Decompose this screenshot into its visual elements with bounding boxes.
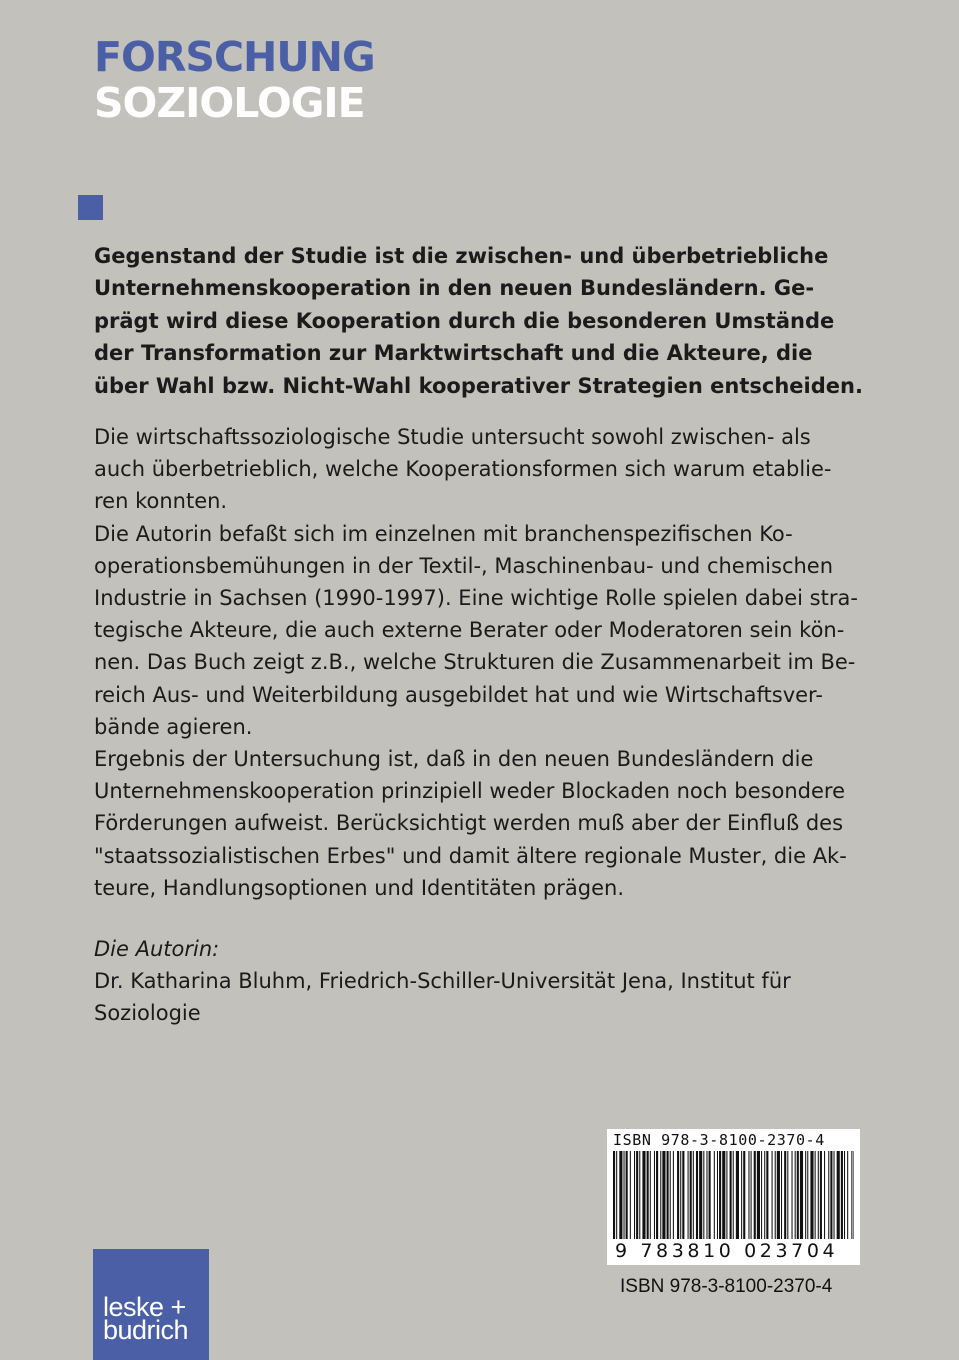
barcode-bar xyxy=(743,1151,745,1239)
barcode-bar xyxy=(647,1151,649,1239)
publisher-logo-line1: leske + xyxy=(103,1292,186,1322)
barcode-bar xyxy=(682,1151,684,1239)
barcode-bar xyxy=(805,1151,806,1239)
barcode-bar xyxy=(824,1151,825,1239)
barcode-bar xyxy=(667,1151,669,1239)
barcode-bar xyxy=(844,1151,845,1239)
barcode-bar xyxy=(630,1151,631,1239)
barcode-bar xyxy=(797,1151,799,1239)
barcode-bar xyxy=(733,1151,734,1239)
barcode-bar xyxy=(751,1151,752,1239)
barcode-bar xyxy=(748,1151,749,1239)
series-title xyxy=(94,34,375,126)
barcode-bar xyxy=(642,1151,645,1239)
barcode-bar xyxy=(613,1151,615,1239)
barcode-bar xyxy=(766,1151,768,1239)
barcode-bar xyxy=(754,1151,756,1239)
barcode-bar xyxy=(830,1151,832,1239)
barcode-bar xyxy=(680,1151,681,1239)
barcode-digits: 9 783810 023704 xyxy=(615,1240,839,1262)
isbn-text: ISBN 978-3-8100-2370-4 xyxy=(620,1276,833,1297)
barcode-bar xyxy=(837,1151,840,1239)
publisher-logo-line2: budrich xyxy=(103,1315,189,1345)
barcode-bar xyxy=(741,1151,742,1239)
barcode-bar xyxy=(761,1151,762,1239)
barcode-bar xyxy=(717,1151,718,1239)
decorative-square-icon xyxy=(78,195,103,220)
barcode-bar xyxy=(820,1151,822,1239)
barcode-bar xyxy=(730,1151,732,1239)
barcode-bar xyxy=(624,1151,625,1239)
barcode-bar xyxy=(619,1151,622,1239)
barcode-bar xyxy=(792,1151,793,1239)
barcode-bar xyxy=(736,1151,739,1239)
barcode-bar xyxy=(636,1151,638,1239)
barcode-bar xyxy=(722,1151,725,1239)
barcode-bar xyxy=(660,1151,661,1239)
series-title-forschung: FORSCHUNG xyxy=(94,33,375,81)
barcode-bar xyxy=(634,1151,635,1239)
barcode-bar xyxy=(709,1151,711,1239)
barcode-bar xyxy=(784,1151,786,1239)
body-paragraph: Die Autorin befaßt sich im einzelnen mit branchenspezifischen Ko- operationsbemühungen in der Textil-, Maschinenbau- und chemischen Industrie in Sachsen (1990-1997). Eine wichtige Rolle spielen dabei stra- tegische Akteure, die auch externe Berater oder Moderatoren sein kön- nen. Das Buch zeigt z.B., welche Strukturen die Zusammenarbeit im Be- reich Aus- und Weiterbildung ausgebildet hat und wie Wirtschaftsver- bände agieren. xyxy=(94,521,858,739)
barcode-bar xyxy=(670,1151,671,1239)
barcode-bar xyxy=(696,1151,698,1239)
barcode-bar xyxy=(677,1151,679,1239)
publisher-logo xyxy=(93,1249,209,1360)
barcode-isbn-label: ISBN 978-3-8100-2370-4 xyxy=(613,1131,825,1149)
barcode-bar xyxy=(662,1151,665,1239)
barcode-bar xyxy=(703,1151,704,1239)
barcode-bar xyxy=(719,1151,721,1239)
body-paragraph: Ergebnis der Untersuchung ist, daß in den neuen Bundesländern die Unternehmenskooperation prinzipiell weder Blockaden noch besondere Förderungen aufweist. Berücksichtigt werden muß aber der Einfluß des "staatssozialistischen Erbes" und damit ältere regionale Muster, die Ak- teure, Handlungsoptionen und Identitäten prägen. xyxy=(94,747,847,900)
barcode-bar xyxy=(688,1151,689,1239)
author-info: Dr. Katharina Bluhm, Friedrich-Schiller-Universität Jena, Institut für Soziologie xyxy=(94,969,791,1026)
barcode-bar xyxy=(673,1151,674,1239)
barcode-bar xyxy=(810,1151,813,1239)
barcode-bar xyxy=(800,1151,803,1239)
barcode-bar xyxy=(714,1151,715,1239)
barcode-bar xyxy=(650,1151,651,1239)
barcode-bar xyxy=(639,1151,640,1239)
barcode-bar xyxy=(834,1151,835,1239)
barcode-bar xyxy=(693,1151,694,1239)
lead-paragraph: Gegenstand der Studie ist die zwischen- und überbetriebliche Unternehmenskooperation in den neuen Bundesländern. Ge- prägt wird diese Kooperation durch die besonderen Umstände der Transformation zur Marktwirtschaft und die Akteure, die über Wahl bzw. Nicht-Wahl kooperativer Strategien entscheiden. xyxy=(94,244,863,398)
isbn-barcode xyxy=(607,1129,860,1265)
barcode-bar xyxy=(616,1151,617,1239)
body-paragraph: Die wirtschaftssoziologische Studie untersucht sowohl zwischen- als auch überbetrieblich, welche Kooperationsformen sich warum etablie- ren konnten. xyxy=(94,425,832,514)
barcode-bar xyxy=(772,1151,773,1239)
barcode-bar xyxy=(757,1151,760,1239)
barcode-bar xyxy=(764,1151,765,1239)
body-text xyxy=(94,421,894,904)
barcode-bar xyxy=(654,1151,655,1239)
barcode-bar xyxy=(815,1151,816,1239)
barcode-bar xyxy=(706,1151,707,1239)
series-title-soziologie: SOZIOLOGIE xyxy=(94,79,365,127)
barcode-bar xyxy=(828,1151,829,1239)
barcode-bars-icon xyxy=(613,1151,854,1239)
barcode-bar xyxy=(853,1151,854,1239)
barcode-bar xyxy=(847,1151,848,1239)
author-heading: Die Autorin: xyxy=(94,937,220,961)
barcode-bar xyxy=(781,1151,782,1239)
barcode-bar xyxy=(626,1151,628,1239)
barcode-bar xyxy=(777,1151,780,1239)
barcode-bar xyxy=(690,1151,692,1239)
barcode-bar xyxy=(656,1151,658,1239)
barcode-bar xyxy=(818,1151,819,1239)
barcode-bar xyxy=(851,1151,852,1239)
barcode-bar xyxy=(699,1151,702,1239)
barcode-bar xyxy=(841,1151,843,1239)
barcode-bar xyxy=(807,1151,808,1239)
barcode-bar xyxy=(775,1151,776,1239)
barcode-bar xyxy=(726,1151,727,1239)
barcode-bar xyxy=(795,1151,796,1239)
barcode-bar xyxy=(787,1151,788,1239)
